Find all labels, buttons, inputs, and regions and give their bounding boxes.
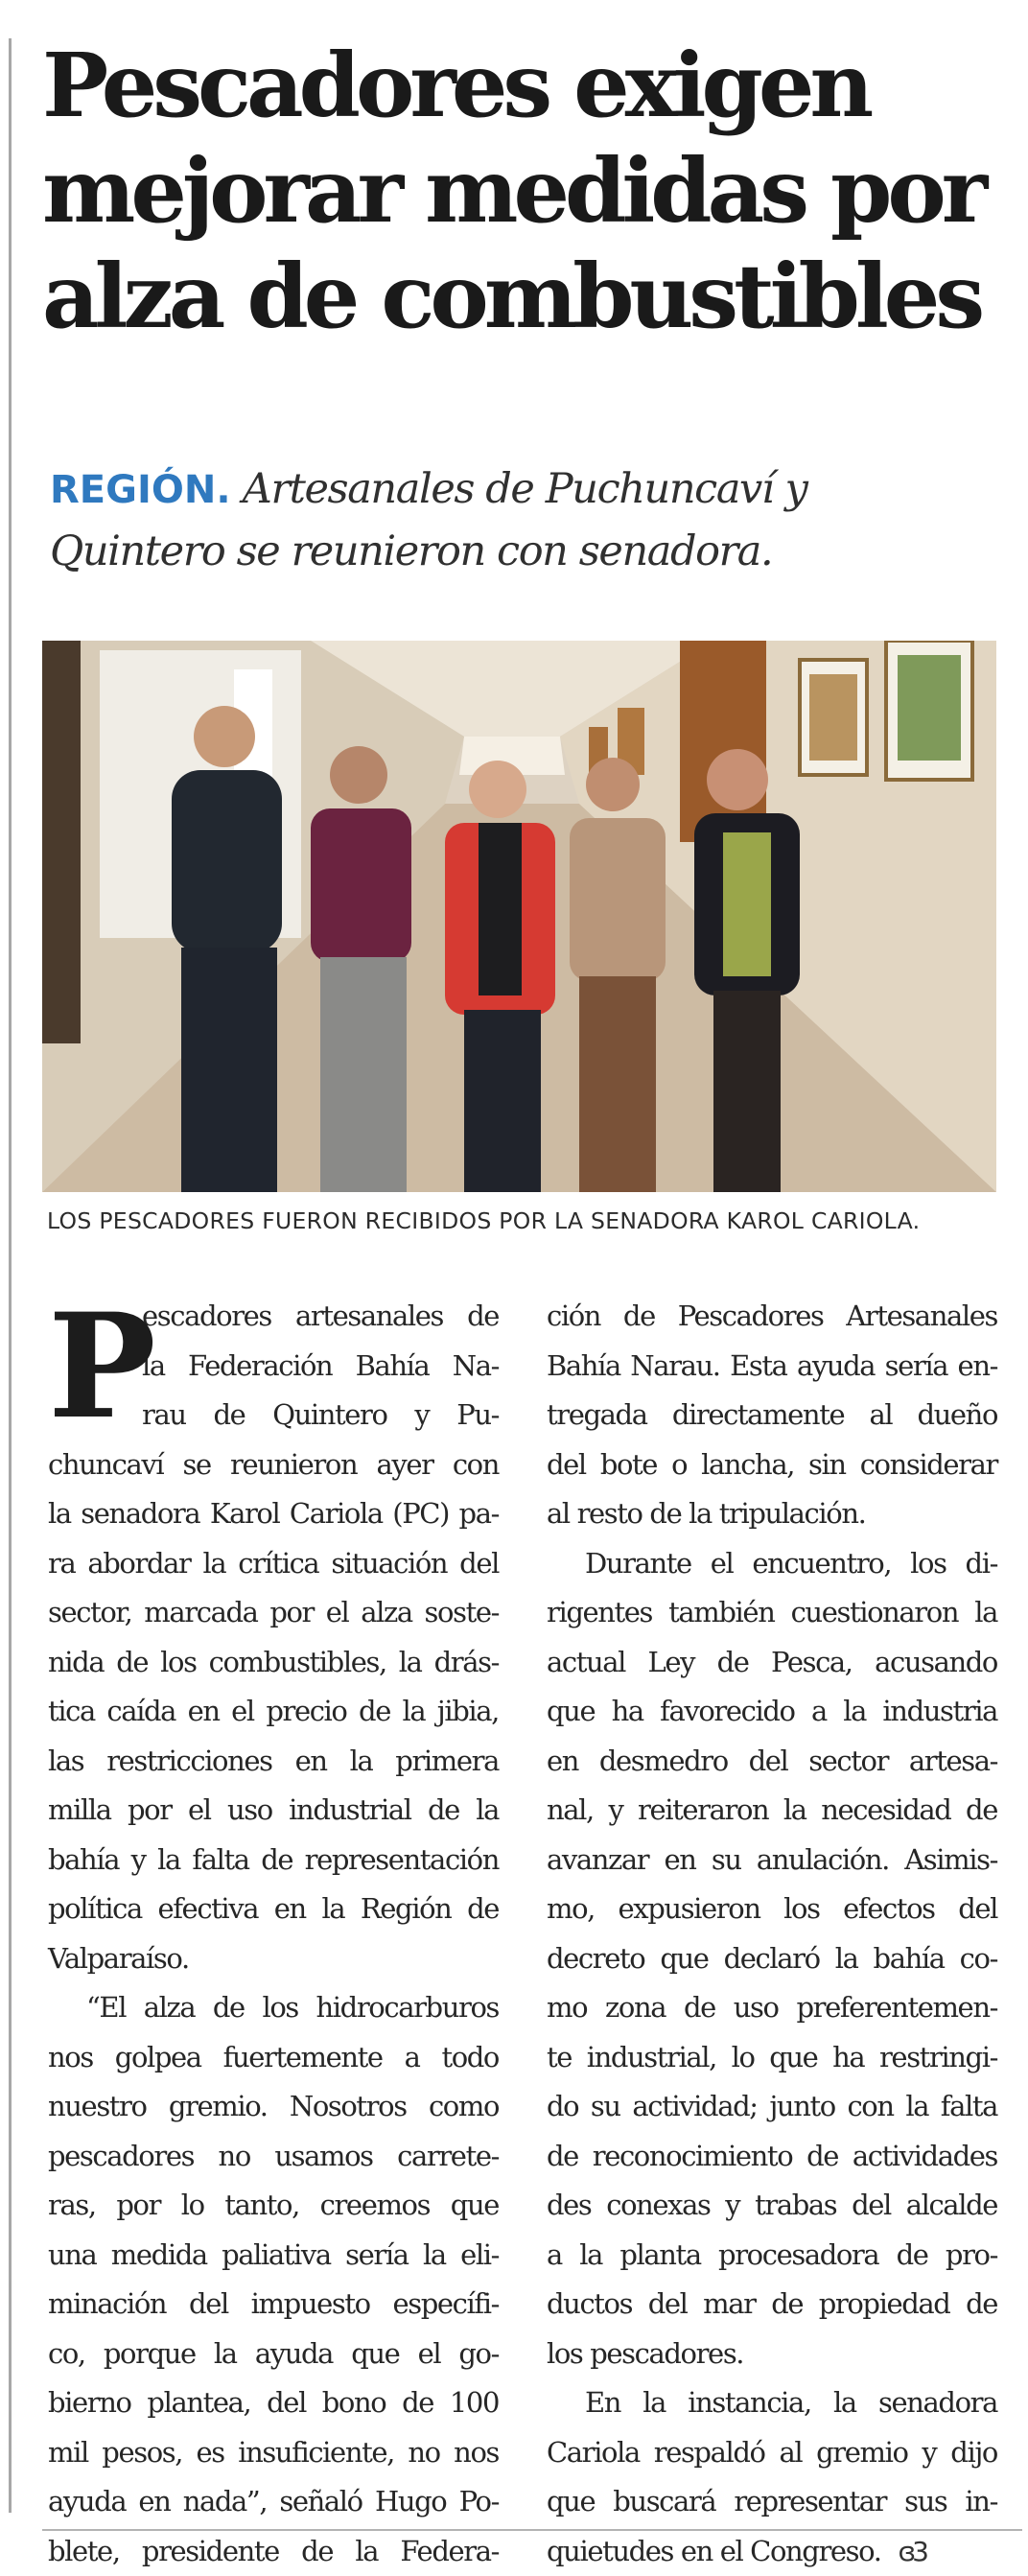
deck-line: Artesanales de Puchuncaví y: [243, 465, 807, 513]
body-line: en desmedro del sector artesa-: [547, 1737, 997, 1787]
body-line: la senadora Karol Cariola (PC) pa-: [48, 1489, 499, 1539]
body-line: “El alza de los hidrocarburos: [48, 1983, 499, 2033]
body-line: Bahía Narau. Esta ayuda sería en-: [547, 1342, 997, 1392]
body-line: ayuda en nada”, señaló Hugo Po-: [48, 2477, 499, 2527]
end-of-article-icon: ɞ3: [899, 2527, 925, 2576]
body-line: mo, expusieron los efectos del: [547, 1885, 997, 1934]
body-line: nos golpea fuertemente a todo: [48, 2033, 499, 2083]
body-line-final: [547, 2527, 997, 2576]
headline: [42, 33, 1016, 349]
body-line: decreto que declaró la bahía co-: [547, 1934, 997, 1984]
body-line: a la planta procesadora de pro-: [547, 2231, 997, 2281]
body-line: bierno plantea, del bono de 100: [48, 2378, 499, 2428]
body-line: chuncaví se reunieron ayer con: [48, 1440, 499, 1490]
bottom-rule: [42, 2529, 1022, 2531]
deck-line: Quintero se reunieron con senadora.: [50, 527, 772, 575]
body-line: nuestro gremio. Nosotros como: [48, 2082, 499, 2132]
left-column-rule: [9, 38, 12, 2513]
body-line: co, porque la ayuda que el go-: [48, 2330, 499, 2379]
body-line: ra abordar la crítica situación del: [48, 1539, 499, 1589]
body-line: minación del impuesto específi-: [48, 2280, 499, 2330]
body-line: las restricciones en la primera: [48, 1737, 499, 1787]
body-line: rigentes también cuestionaron la: [547, 1588, 997, 1638]
body-column-right: [547, 1292, 997, 2576]
deck: [50, 458, 1009, 582]
body-line: Cariola respaldó al gremio y dijo: [547, 2428, 997, 2478]
body-line: que buscará representar sus in-: [547, 2477, 997, 2527]
body-line: nal, y reiteraron la necesidad de: [547, 1786, 997, 1836]
body-line: nida de los combustibles, la drás-: [48, 1638, 499, 1688]
body-line: te industrial, lo que ha restringi-: [547, 2033, 997, 2083]
body-line: que ha favorecido a la industria: [547, 1687, 997, 1737]
section-label: REGIÓN.: [50, 468, 231, 512]
body-line: de reconocimiento de actividades: [547, 2132, 997, 2182]
body-line: al resto de la tripulación.: [547, 1489, 997, 1539]
body-line: política efectiva en la Región de: [48, 1885, 499, 1934]
body-line: blete, presidente de la Federa-: [48, 2527, 499, 2576]
photo-caption: LOS PESCADORES FUERON RECIBIDOS POR LA SENADORA KAROL CARIOLA.: [47, 1206, 1006, 1235]
body-line: una medida paliativa sería la eli-: [48, 2231, 499, 2281]
body-line: los pescadores.: [547, 2330, 997, 2379]
body-line: do su actividad; junto con la falta: [547, 2082, 997, 2132]
body-line: escadores artesanales de: [48, 1292, 499, 1342]
body-line: actual Ley de Pesca, acusando: [547, 1638, 997, 1688]
headline-line: mejorar medidas por: [42, 138, 1016, 244]
body-line: bahía y la falta de representación: [48, 1836, 499, 1885]
body-line: ductos del mar de propiedad de: [547, 2280, 997, 2330]
body-line: mil pesos, es insuficiente, no nos: [48, 2428, 499, 2478]
body-line: Valparaíso.: [48, 1934, 499, 1984]
body-line: Durante el encuentro, los di-: [547, 1539, 997, 1589]
body-line: des conexas y trabas del alcalde: [547, 2181, 997, 2231]
dropcap-paragraph-start: [48, 1292, 499, 1440]
body-line: pescadores no usamos carrete-: [48, 2132, 499, 2182]
body-line: sector, marcada por el alza soste-: [48, 1588, 499, 1638]
body-line: avanzar en su anulación. Asimis-: [547, 1836, 997, 1885]
body-line: tica caída en el precio de la jibia,: [48, 1687, 499, 1737]
headline-line: alza de combustibles: [42, 244, 1016, 349]
body-line-text: quietudes en el Congreso.: [547, 2535, 881, 2567]
body-line: mo zona de uso preferentemen-: [547, 1983, 997, 2033]
body-line: ras, por lo tanto, creemos que: [48, 2181, 499, 2231]
news-photo: [42, 641, 996, 1192]
body-line: milla por el uso industrial de la: [48, 1786, 499, 1836]
body-line: En la instancia, la senadora: [547, 2378, 997, 2428]
headline-line: Pescadores exigen: [42, 33, 1016, 138]
dropcap: P: [48, 1300, 156, 1434]
body-line: rau de Quintero y Pu-: [48, 1391, 499, 1440]
body-line: del bote o lancha, sin considerar: [547, 1440, 997, 1490]
body-line: tregada directamente al dueño: [547, 1391, 997, 1440]
body-line: ción de Pescadores Artesanales: [547, 1292, 997, 1342]
body-column-left: [48, 1292, 499, 2576]
body-line: la Federación Bahía Na-: [48, 1342, 499, 1392]
